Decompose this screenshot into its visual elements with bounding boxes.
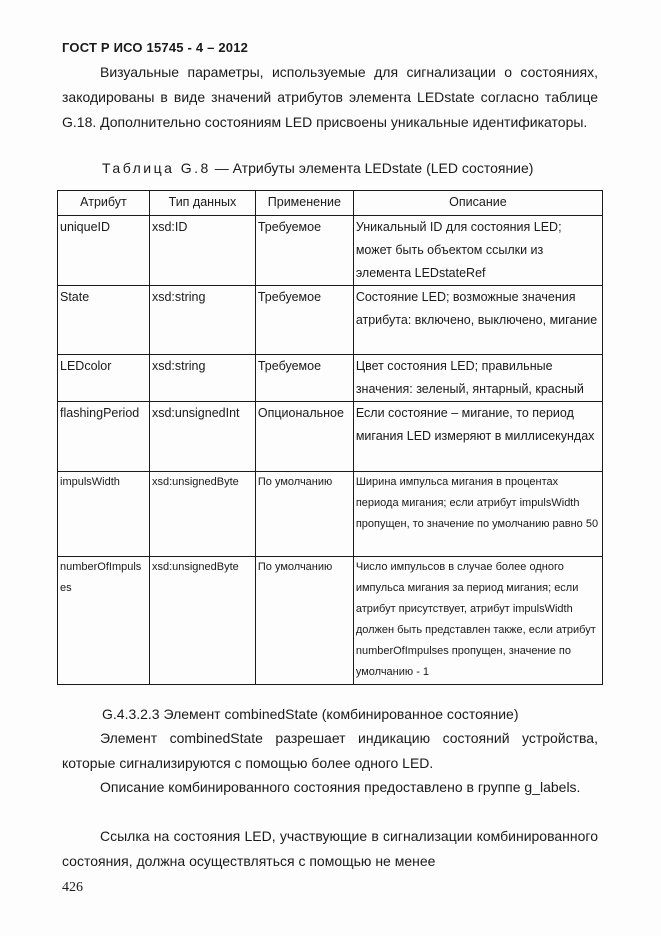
cell-data-type: xsd:unsignedByte — [149, 472, 255, 557]
header-data-type: Тип данных — [149, 191, 255, 216]
cell-description: Если состояние – мигание, то период мигания LED измеряют в миллисекундах — [353, 402, 602, 472]
table-row — [58, 472, 603, 557]
cell-usage: Требуемое — [255, 286, 353, 355]
cell-data-type: xsd:unsignedByte — [149, 557, 255, 685]
cell-description: Цвет состояния LED; правильные значения: зеленый, янтарный, красный — [353, 355, 602, 402]
cell-usage: Опциональное — [255, 402, 353, 472]
table-caption-label: Таблица G.8 — [102, 160, 211, 176]
header-attribute: Атрибут — [58, 191, 150, 216]
cell-usage: По умолчанию — [255, 557, 353, 685]
cell-attribute: State — [58, 286, 150, 355]
intro-paragraph: Визуальные параметры, используемые для сигнализации о состояниях, закодированы в виде значений атрибутов элемента LEDstate согласно таблице G.18. Дополнительно состояниям LED присвоены уникальные идентификаторы. — [62, 64, 598, 130]
cell-attribute: impulsWidth — [58, 472, 150, 557]
table-row — [58, 355, 603, 402]
section-heading: G.4.3.2.3 Элемент combinedState (комбинированное состояние) — [102, 706, 519, 722]
cell-description: Число импульсов в случае более одного импульса мигания за период мигания; если атрибут присутствует, атрибут impulsWidth должен быть представлен также, если атрибут numberOfImpulses пропущен, значение по умолчанию - 1 — [353, 557, 602, 685]
cell-usage: По умолчанию — [255, 472, 353, 557]
cell-usage: Требуемое — [255, 355, 353, 402]
cell-description: Уникальный ID для состояния LED; может быть объектом ссылки из элемента LEDstateRef — [353, 216, 602, 286]
cell-attribute: flashingPeriod — [58, 402, 150, 472]
paragraph-reference: Ссылка на состояния LED, участвующие в сигнализации комбинированного состояния, должна осуществляться с помощью не менее — [62, 828, 598, 869]
paragraph-combined-state: Элемент combinedState разрешает индикацию состояний устройства, которые сигнализируются с помощью более одного LED. — [62, 730, 598, 771]
cell-description: Состояние LED; возможные значения атрибута: включено, выключено, мигание — [353, 286, 602, 355]
cell-attribute: uniqueID — [58, 216, 150, 286]
cell-usage: Требуемое — [255, 216, 353, 286]
table-caption — [102, 160, 533, 176]
cell-attribute: LEDcolor — [58, 355, 150, 402]
cell-attribute: numberOfImpulses — [58, 557, 150, 685]
page-number: 426 — [62, 880, 83, 895]
table-row — [58, 557, 603, 685]
paragraph-description: Описание комбинированного состояния предоставлено в группе g_labels. — [100, 779, 581, 795]
cell-description: Ширина импульса мигания в процентах периода мигания; если атрибут impulsWidth пропущен, то значение по умолчанию равно 50 — [353, 472, 602, 557]
cell-data-type: xsd:string — [149, 286, 255, 355]
header-usage: Применение — [255, 191, 353, 216]
table-row — [58, 286, 603, 355]
cell-data-type: xsd:unsignedInt — [149, 402, 255, 472]
table-header-row — [58, 191, 603, 216]
attributes-table — [57, 190, 603, 685]
document-header: ГОСТ Р ИСО 15745 - 4 – 2012 — [62, 40, 249, 55]
header-description: Описание — [353, 191, 602, 216]
table-row — [58, 216, 603, 286]
cell-data-type: xsd:string — [149, 355, 255, 402]
cell-data-type: xsd:ID — [149, 216, 255, 286]
table-row — [58, 402, 603, 472]
table-caption-text: — Атрибуты элемента LEDstate (LED состояние) — [210, 160, 534, 176]
